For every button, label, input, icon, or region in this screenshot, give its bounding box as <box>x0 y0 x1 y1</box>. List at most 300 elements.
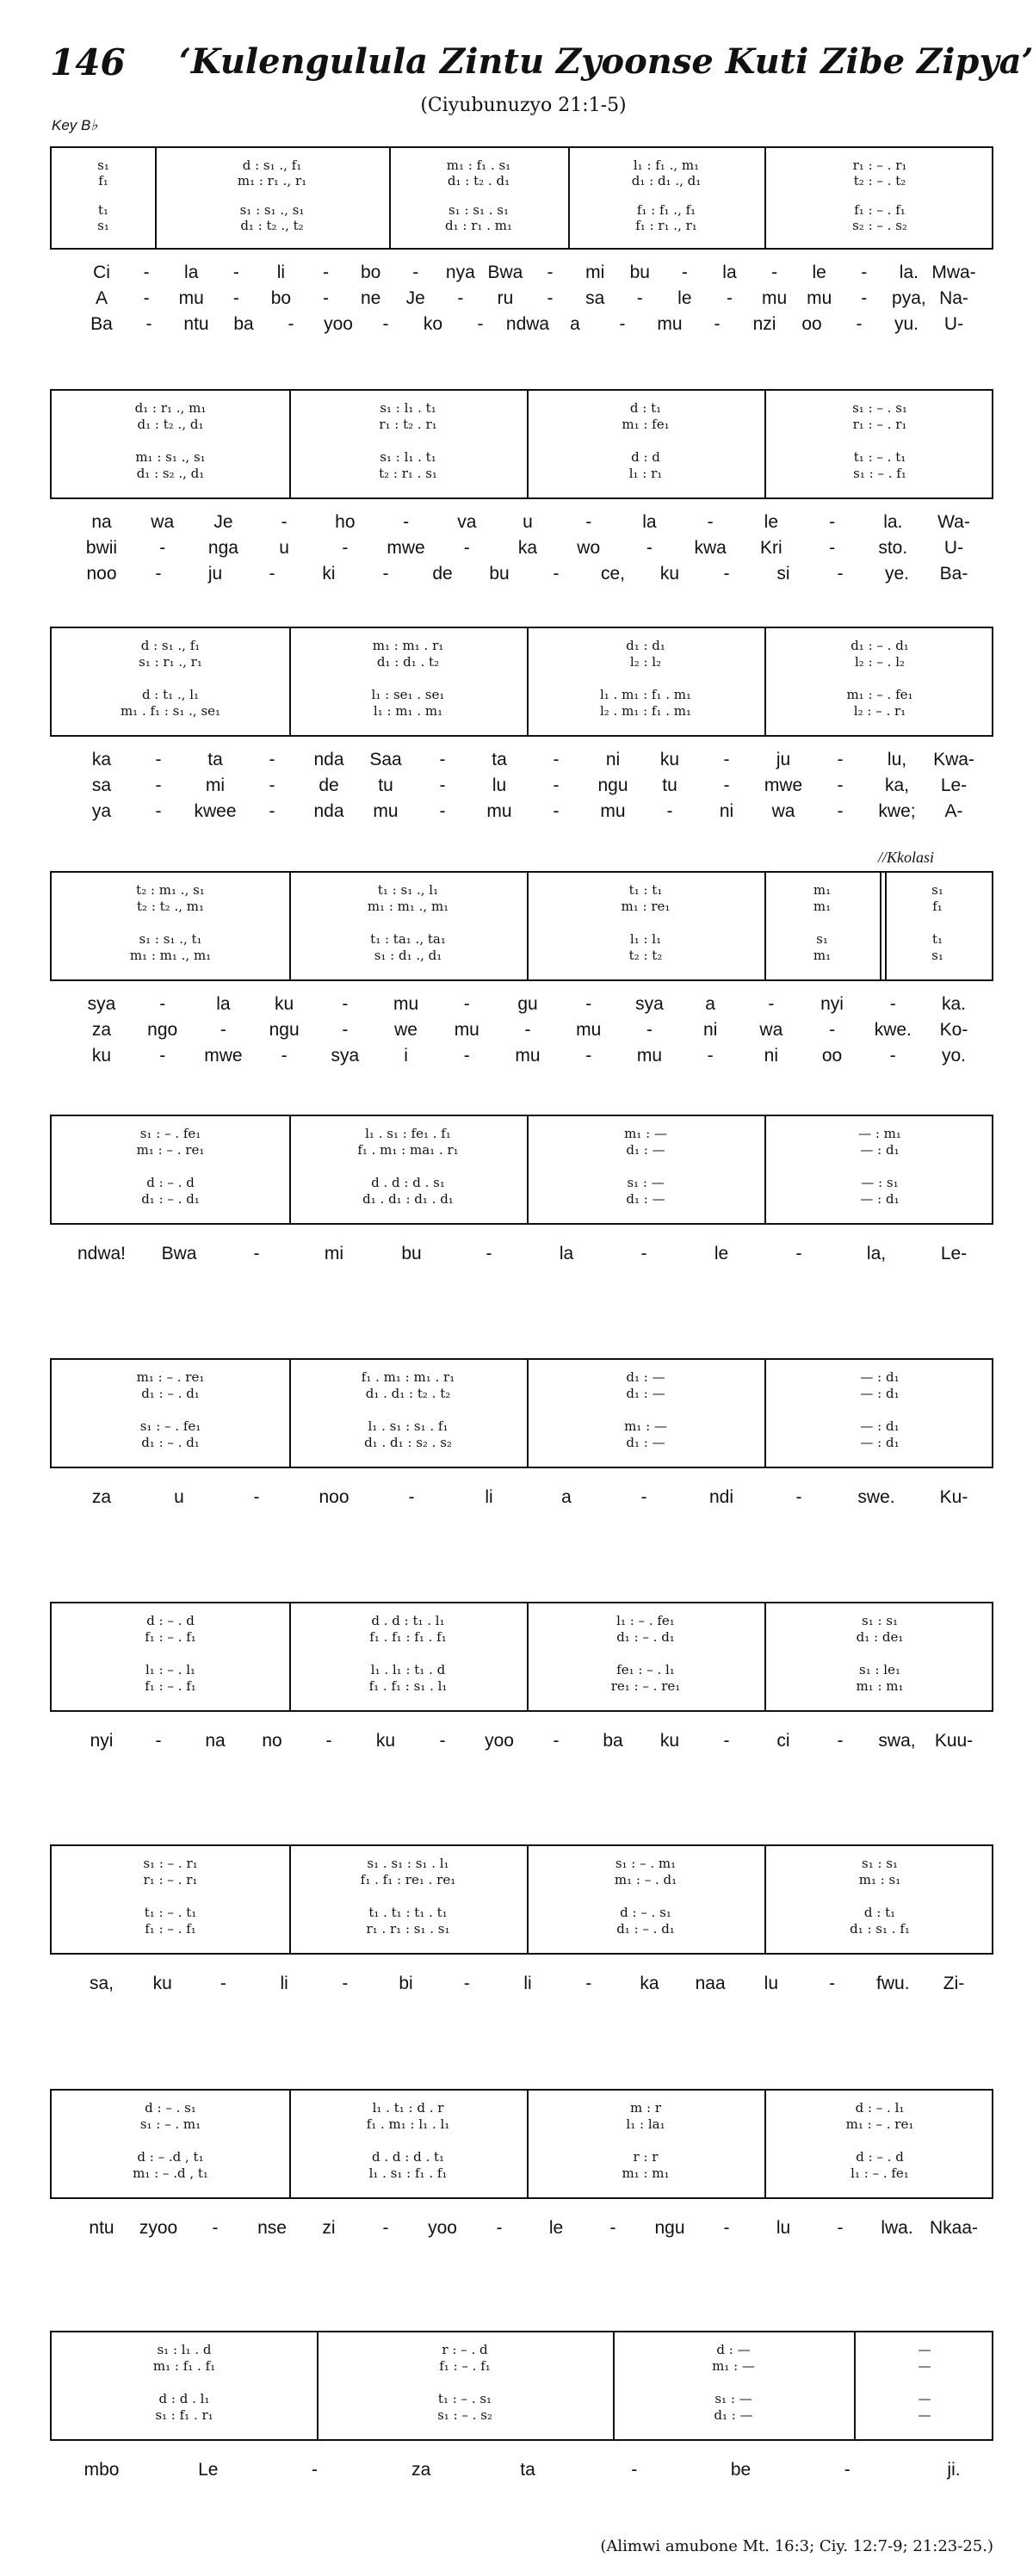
solfa-notes: m₁ : – . d₁ <box>614 1872 677 1888</box>
solfa-notes: fe₁ : – . l₁ <box>616 1661 675 1677</box>
lyric-syllable: oo <box>801 314 822 334</box>
lyric-syllable: ni <box>764 1046 779 1066</box>
lyric-syllable: - <box>143 263 150 282</box>
lyric-syllable: - <box>707 1046 714 1066</box>
lyric-syllable: - <box>288 314 294 334</box>
lyric-syllable: Mwa- <box>931 263 976 282</box>
solfa-notes: d₁ : — <box>626 1369 665 1386</box>
lyric-syllable: - <box>837 2218 844 2238</box>
solfa-notes: d₁ : d₁ . t₂ <box>376 654 440 670</box>
lyric-syllable: mu <box>486 801 512 821</box>
lyric-syllable: bo <box>270 288 292 308</box>
lyric-syllable: - <box>889 1046 896 1066</box>
solfa-notes: f₁ . m₁ : l₁ . l₁ <box>366 2116 450 2133</box>
solfa-notes: s₁ <box>931 882 943 899</box>
lyric-syllable: ngu <box>654 2218 685 2238</box>
lyric-syllable: u <box>174 1487 184 1507</box>
voice-row <box>52 1141 992 1158</box>
lyric-syllable: - <box>837 564 844 584</box>
lyric-syllable: ngu <box>269 1020 300 1040</box>
lyric-syllable: Kri <box>760 538 782 558</box>
lyric-syllable: - <box>281 512 288 532</box>
solfa-notes: s₁ : – . fe₁ <box>139 1418 201 1434</box>
solfa-notes: d₁ : – . d₁ <box>616 1629 675 1646</box>
lyric-syllable: nda <box>313 750 344 769</box>
lyric-syllable: ta <box>520 2460 535 2480</box>
voice-row <box>52 172 992 189</box>
lyric-syllable: ho <box>335 512 356 532</box>
voice-row <box>52 1368 992 1386</box>
solfa-notes: d : – . d <box>146 1174 195 1190</box>
voice-row <box>52 1190 992 1208</box>
voice-row <box>52 947 992 964</box>
lyric-syllable: Bwa <box>161 1244 197 1263</box>
lyric-syllable: - <box>707 512 714 532</box>
lyric-line <box>50 1487 993 1513</box>
lyric-syllable: - <box>795 1244 802 1263</box>
lyric-syllable: - <box>829 1974 836 1993</box>
lyric-syllable: lu <box>776 2218 791 2238</box>
lyric-syllable: - <box>281 1046 288 1066</box>
solfa-notes: d . d : t₁ . l₁ <box>371 1613 445 1629</box>
lyric-syllable: swa, <box>878 1731 916 1751</box>
lyric-syllable: swe. <box>857 1487 895 1507</box>
lyric-syllable: bi <box>399 1974 413 1993</box>
lyric-syllable: ye. <box>884 564 910 584</box>
lyric-syllable: ka <box>640 1974 659 1993</box>
lyric-syllable: - <box>143 288 150 308</box>
lyric-syllable: ku <box>275 994 294 1014</box>
lyric-syllable: la <box>559 1244 574 1263</box>
solfa-notes: m₁ : m₁ ., m₁ <box>367 899 449 915</box>
lyric-syllable: - <box>681 263 688 282</box>
lyric-syllable: ju <box>207 564 223 584</box>
voice-row <box>52 930 992 948</box>
lyric-syllable: bo <box>360 263 381 282</box>
solfa-notes: l₁ : l₁ <box>629 930 662 947</box>
solfa-notes: m₁ : – . re₁ <box>136 1369 205 1386</box>
solfa-notes: d : – . d <box>146 1613 195 1629</box>
solfa-notes: m₁ : m₁ <box>622 2165 670 2181</box>
lyric-line <box>50 288 993 314</box>
lyric-syllable: de <box>319 775 339 795</box>
solfa-notes: f₁ : – . f₁ <box>439 2358 491 2375</box>
lyric-syllable: li <box>523 1974 532 1993</box>
lyric-syllable: - <box>342 1974 349 1993</box>
solfa-notes: d₁ : — <box>714 2406 753 2423</box>
lyric-syllable: i <box>404 1046 408 1066</box>
lyric-line <box>50 2218 993 2244</box>
solfa-notes: t₁ : – . s₁ <box>437 2390 492 2406</box>
solfa-notes: m₁ <box>813 882 832 899</box>
lyric-syllable: va <box>457 512 477 532</box>
solfa-notes: — : d₁ <box>860 1142 900 1158</box>
lyric-syllable: - <box>666 801 673 821</box>
lyrics-block <box>50 750 993 827</box>
lyric-syllable: mwe <box>204 1046 243 1066</box>
lyric-syllable: nya <box>445 263 475 282</box>
music-system <box>50 389 993 598</box>
voice-row <box>52 1125 992 1142</box>
lyric-syllable: le <box>548 2218 564 2238</box>
solfa-notes: t₁ <box>931 930 943 947</box>
lyric-syllable: la <box>216 994 231 1014</box>
lyric-syllable: Le- <box>940 775 968 795</box>
lyric-syllable: ni <box>719 801 734 821</box>
lyric-syllable: - <box>155 1731 162 1751</box>
solfa-notes: l₁ . l₁ : t₁ . d <box>370 1661 446 1677</box>
lyric-syllable: mi <box>324 1244 344 1263</box>
lyric-line <box>50 775 993 801</box>
lyric-syllable: ju <box>776 750 791 769</box>
lyric-syllable: mu <box>600 801 626 821</box>
lyric-syllable: li <box>276 263 286 282</box>
lyric-syllable: - <box>619 314 626 334</box>
solfa-notes: s₁ <box>97 218 109 234</box>
solfa-notes: m₁ <box>813 899 832 915</box>
solfa-notes: l₁ : la₁ <box>626 2116 665 2133</box>
lyric-syllable: lu <box>492 775 507 795</box>
solfa-notes: f₁ . f₁ : f₁ . f₁ <box>369 1629 447 1646</box>
lyric-syllable: ni <box>605 750 621 769</box>
solfa-notes: m₁ : – . re₁ <box>845 2116 914 2133</box>
lyric-syllable: mwe <box>387 538 425 558</box>
solfa-notes: r₁ : t₂ . r₁ <box>379 417 437 433</box>
solfa-notes: t₁ : – . t₁ <box>853 448 906 465</box>
lyric-syllable: - <box>342 1020 349 1040</box>
solfa-notes: f₁ : f₁ ., f₁ <box>636 202 696 219</box>
solfa-notes: m : r <box>630 2100 661 2116</box>
lyric-syllable: - <box>636 288 643 308</box>
solfa-notes: s₁ : — <box>714 2390 752 2406</box>
solfa-notes: s₁ : s₁ . s₁ <box>448 202 510 219</box>
lyric-syllable: - <box>856 314 863 334</box>
solfa-notes: s₁ : l₁ . t₁ <box>380 448 436 465</box>
lyric-syllable: - <box>547 263 554 282</box>
hymn-title: ‘Kulengulula Zintu Zyoonse Kuti Zibe Zipya’ <box>179 41 1033 82</box>
music-system <box>50 1115 993 1330</box>
lyric-syllable: nda <box>313 801 344 821</box>
solfa-notes: m₁ : fe₁ <box>622 417 670 433</box>
solfa-staff <box>50 2089 993 2199</box>
lyric-syllable: yoo <box>324 314 353 334</box>
solfa-notes: t₁ : ta₁ ., ta₁ <box>370 930 446 947</box>
solfa-staff <box>50 2331 993 2441</box>
solfa-staff <box>50 1602 993 1712</box>
lyric-line <box>50 263 993 288</box>
music-system <box>50 871 993 1080</box>
solfa-notes: m₁ : m₁ . r₁ <box>372 638 444 654</box>
lyric-syllable: - <box>382 564 389 584</box>
solfa-notes: t₁ : s₁ ., l₁ <box>377 882 439 899</box>
lyric-syllable: ya <box>91 801 112 821</box>
solfa-notes: s₁ : – . s₂ <box>437 2406 492 2423</box>
lyric-syllable: - <box>771 263 778 282</box>
solfa-notes: s₂ : – . s₂ <box>852 218 907 234</box>
lyric-syllable: a <box>705 994 715 1014</box>
voice-row <box>52 1385 992 1402</box>
solfa-notes: s₁ : s₁ <box>861 1613 899 1629</box>
lyric-syllable: mu <box>393 994 419 1014</box>
lyric-syllable: mbo <box>84 2460 120 2480</box>
voice-row <box>52 1904 992 1921</box>
lyric-syllable: Le <box>198 2460 219 2480</box>
solfa-notes: d₁ . d₁ : s₂ . s₂ <box>364 1434 452 1450</box>
solfa-notes: s₁ <box>97 157 109 173</box>
solfa-notes: s₁ <box>931 947 943 963</box>
lyric-syllable: - <box>232 288 239 308</box>
lyric-syllable: mu <box>636 1046 663 1066</box>
lyric-syllable: ku <box>375 1731 396 1751</box>
lyric-syllable: ji. <box>947 2460 961 2480</box>
solfa-notes: f₁ : – . f₁ <box>145 1629 196 1646</box>
lyric-syllable: ka, <box>884 775 910 795</box>
lyric-syllable: - <box>439 750 446 769</box>
lyric-syllable: li <box>485 1487 493 1507</box>
solfa-notes: — : d₁ <box>860 1190 900 1207</box>
voice-row <box>52 702 992 720</box>
lyric-syllable: - <box>463 1046 470 1066</box>
lyric-syllable: yoo <box>485 1731 514 1751</box>
lyric-syllable: ku <box>659 564 680 584</box>
lyric-syllable: - <box>837 1731 844 1751</box>
lyric-syllable: la. <box>883 512 903 532</box>
solfa-notes: m₁ : – .d , t₁ <box>133 2165 208 2181</box>
lyric-line <box>50 1046 993 1072</box>
lyric-syllable: ndwa <box>505 314 550 334</box>
lyrics-block <box>50 263 993 340</box>
lyric-syllable: - <box>159 1046 166 1066</box>
lyric-syllable: wa <box>759 1020 783 1040</box>
lyric-syllable: - <box>837 801 844 821</box>
lyric-syllable: - <box>269 775 275 795</box>
solfa-notes: d : – .d , t₁ <box>137 2148 204 2165</box>
lyric-syllable: mu <box>373 801 399 821</box>
solfa-notes: d : – . s₁ <box>145 2100 196 2116</box>
lyric-syllable: lu, <box>887 750 907 769</box>
lyric-syllable: - <box>457 288 464 308</box>
lyric-syllable: - <box>553 564 560 584</box>
lyric-syllable: - <box>553 750 560 769</box>
lyrics-block <box>50 2218 993 2244</box>
lyric-syllable: - <box>723 775 730 795</box>
solfa-notes: f₁ : r₁ ., r₁ <box>635 218 697 234</box>
solfa-notes: d : s₁ ., f₁ <box>242 157 302 173</box>
solfa-notes: m₁ : m₁ <box>856 1677 904 1694</box>
solfa-notes: s₁ . s₁ : s₁ . l₁ <box>367 1856 449 1872</box>
solfa-notes: s₁ : s₁ ., t₁ <box>139 930 202 947</box>
lyric-syllable: kwe; <box>878 801 916 821</box>
solfa-notes: r₁ . r₁ : s₁ . s₁ <box>366 1920 450 1937</box>
solfa-notes: d : t₁ <box>863 1904 896 1920</box>
lyric-syllable: - <box>220 1020 226 1040</box>
solfa-staff <box>50 1358 993 1468</box>
solfa-notes: l₁ : r₁ <box>628 465 663 481</box>
voice-row <box>52 881 992 899</box>
solfa-notes: d₁ : r₁ . m₁ <box>445 218 512 234</box>
lyric-syllable: - <box>585 1974 592 1993</box>
lyric-syllable: u <box>523 512 533 532</box>
lyric-syllable: - <box>463 994 470 1014</box>
solfa-notes: — <box>918 2358 931 2375</box>
lyric-syllable: A- <box>944 801 963 821</box>
solfa-staff <box>50 389 993 499</box>
lyric-syllable: ka <box>517 538 538 558</box>
solfa-notes: s₁ : – . m₁ <box>139 2116 201 2133</box>
voice-row <box>52 898 992 915</box>
lyric-syllable: a <box>561 1487 572 1507</box>
solfa-notes: s₁ : – . fe₁ <box>139 1126 201 1142</box>
lyric-syllable: - <box>403 512 410 532</box>
solfa-staff <box>50 1115 993 1225</box>
solfa-notes: f₁ . f₁ : re₁ . re₁ <box>360 1872 456 1888</box>
lyric-syllable: A <box>95 288 108 308</box>
solfa-notes: d₁ : de₁ <box>856 1629 904 1646</box>
solfa-notes: l₁ . s₁ : s₁ . f₁ <box>368 1418 448 1434</box>
solfa-notes: d : d <box>631 448 660 465</box>
lyric-syllable: Kwa- <box>933 750 974 769</box>
lyric-syllable: - <box>486 1244 492 1263</box>
solfa-notes: l₂ : – . l₂ <box>854 654 906 670</box>
solfa-notes: d . d : d . s₁ <box>371 1174 445 1190</box>
solfa-notes: m₁ : r₁ ., r₁ <box>237 172 307 188</box>
solfa-notes: s₁ : – . s₁ <box>852 400 907 417</box>
lyric-syllable: - <box>232 263 239 282</box>
voice-row <box>52 2148 992 2165</box>
solfa-notes: s₁ : s₁ <box>861 1856 899 1872</box>
lyric-line <box>50 750 993 775</box>
lyric-syllable: - <box>553 801 560 821</box>
solfa-notes: d₁ : – . d₁ <box>616 1920 675 1937</box>
lyric-syllable: - <box>585 994 592 1014</box>
lyric-syllable: - <box>477 314 484 334</box>
lyric-syllable: ko <box>423 314 443 334</box>
lyric-line <box>50 538 993 564</box>
lyrics-block <box>50 1487 993 1513</box>
solfa-notes: s₁ <box>816 930 828 947</box>
solfa-notes: d₁ : d₁ ., d₁ <box>631 172 702 188</box>
lyric-syllable: Ci <box>93 263 110 282</box>
music-system <box>50 146 993 349</box>
solfa-notes: r₁ : – . r₁ <box>143 1872 198 1888</box>
music-system <box>50 2089 993 2304</box>
solfa-notes: m₁ : – . re₁ <box>136 1142 205 1158</box>
lyric-syllable: - <box>323 288 330 308</box>
lyric-syllable: mu <box>515 1046 541 1066</box>
solfa-notes: t₂ : t₂ ., m₁ <box>137 899 204 915</box>
lyric-syllable: ka <box>91 750 112 769</box>
solfa-staff <box>50 146 993 250</box>
lyric-syllable: ta <box>207 750 223 769</box>
lyric-syllable: - <box>155 801 162 821</box>
solfa-notes: s₁ : r₁ ., r₁ <box>139 654 202 670</box>
solfa-notes: t₂ : – . t₂ <box>853 172 906 188</box>
voice-row <box>52 1920 992 1937</box>
lyric-syllable: - <box>585 512 592 532</box>
lyric-syllable: - <box>463 538 470 558</box>
lyric-line <box>50 1731 993 1757</box>
lyric-syllable: ntu <box>89 2218 114 2238</box>
lyric-syllable: si <box>776 564 790 584</box>
lyric-syllable: le <box>677 288 692 308</box>
voice-row <box>52 1612 992 1629</box>
solfa-notes: — : m₁ <box>858 1126 901 1142</box>
lyric-syllable: lu <box>764 1974 779 1993</box>
lyric-syllable: be <box>730 2460 752 2480</box>
solfa-notes: — : s₁ <box>861 1174 899 1190</box>
lyrics-block <box>50 2460 993 2486</box>
lyric-syllable: la, <box>866 1244 887 1263</box>
lyric-syllable: Ku- <box>939 1487 968 1507</box>
lyric-syllable: ru <box>497 288 514 308</box>
lyric-syllable: pya, <box>892 288 926 308</box>
solfa-notes: s₁ : — <box>627 1174 665 1190</box>
lyric-syllable: la. <box>899 263 919 282</box>
lyric-syllable: kwe. <box>874 1020 912 1040</box>
solfa-notes: r₁ : – . r₁ <box>852 417 907 433</box>
voice-row <box>52 157 992 174</box>
lyric-syllable: Je <box>213 512 233 532</box>
voice-row <box>52 686 992 703</box>
lyric-syllable: - <box>212 2218 219 2238</box>
lyric-syllable: le <box>812 263 826 282</box>
hymn-number: 146 <box>50 41 126 83</box>
lyric-syllable: ba <box>233 314 254 334</box>
music-system <box>50 1358 993 1573</box>
solfa-notes: f₁ . f₁ : s₁ . l₁ <box>368 1677 448 1694</box>
lyric-syllable: nzi <box>752 314 776 334</box>
lyric-syllable: de <box>432 564 453 584</box>
lyric-syllable: ki <box>322 564 336 584</box>
solfa-notes: s₁ : le₁ <box>859 1661 900 1677</box>
solfa-notes: d₁ : t₂ ., t₂ <box>240 218 304 234</box>
solfa-staff <box>50 627 993 737</box>
voice-row <box>52 1628 992 1646</box>
solfa-notes: l₂ : l₂ <box>629 654 662 670</box>
lyric-syllable: kwee <box>194 801 237 821</box>
solfa-notes: s₁ : s₁ ., s₁ <box>239 202 305 219</box>
footnote: (Alimwi amubone Mt. 16:3; Ciy. 12:7-9; 21:23-25.) <box>600 2537 993 2555</box>
solfa-notes: m₁ : s₁ <box>858 1872 901 1888</box>
lyric-syllable: mu <box>761 288 788 308</box>
solfa-notes: l₁ : m₁ . m₁ <box>373 702 443 719</box>
solfa-notes: s₁ : – . f₁ <box>853 465 906 481</box>
voice-row <box>52 2406 992 2424</box>
solfa-notes: t₂ : t₂ <box>628 947 663 963</box>
chorus-marker: //Kkolasi <box>878 849 935 866</box>
lyric-syllable: nyi <box>90 1731 114 1751</box>
solfa-notes: d₁ : r₁ ., m₁ <box>134 400 207 417</box>
lyric-syllable: ta <box>492 750 507 769</box>
lyric-syllable: sya <box>87 994 116 1014</box>
lyric-syllable: - <box>631 2460 638 2480</box>
solfa-notes: l₁ . m₁ : f₁ . m₁ <box>599 686 692 702</box>
solfa-notes: m₁ : — <box>624 1418 667 1434</box>
scripture-reference: (Ciyubunuzyo 21:1-5) <box>420 95 627 116</box>
lyric-syllable: ngo <box>147 1020 178 1040</box>
lyric-syllable: - <box>155 750 162 769</box>
lyric-syllable: ku <box>659 750 680 769</box>
voice-row <box>52 1871 992 1888</box>
solfa-notes: d₁ : — <box>626 1190 665 1207</box>
voice-row <box>52 1434 992 1451</box>
lyric-syllable: sa, <box>89 1974 114 1993</box>
lyric-syllable: ku <box>152 1974 172 1993</box>
lyric-syllable: Wa- <box>937 512 970 532</box>
lyric-syllable: zyoo <box>139 2218 178 2238</box>
solfa-notes: m₁ : — <box>624 1126 667 1142</box>
solfa-notes: m₁ : f₁ . s₁ <box>446 157 511 173</box>
